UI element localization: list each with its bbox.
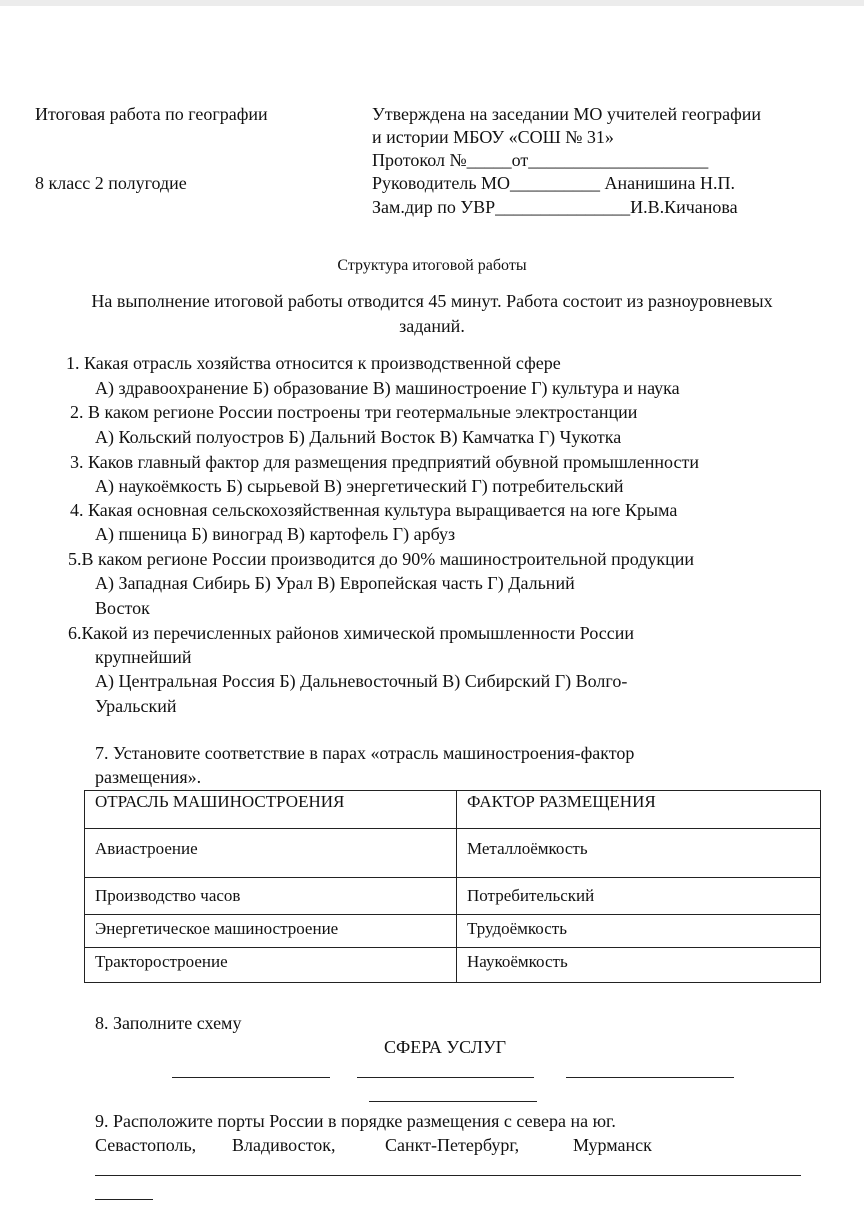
question-4-text: 4. Какая основная сельскохозяйственная культура выращивается на юге Крыма — [70, 500, 678, 520]
table-row — [85, 915, 821, 948]
question-7-text: 7. Установите соответствие в парах «отрасль машиностроения-фактор — [95, 743, 635, 763]
answer-line — [95, 1199, 153, 1200]
table-cell: Потребительский — [457, 878, 821, 915]
scheme-blank-line — [172, 1077, 330, 1078]
question-3-options: А) наукоёмкость Б) сырьевой В) энергетический Г) потребительский — [95, 476, 624, 496]
question-9-text: 9. Расположите порты России в порядке размещения с севера на юг. — [95, 1111, 616, 1131]
question-5-text: 5.В каком регионе России производится до 90% машиностроительной продукции — [68, 549, 695, 569]
question-2-options: А) Кольский полуостров Б) Дальний Восток В) Камчатка Г) Чукотка — [95, 427, 622, 447]
question-9-port: Владивосток, — [232, 1135, 336, 1155]
intro-line2: заданий. — [399, 316, 465, 336]
header-approval-line1: Утверждена на заседании МО учителей географии — [372, 104, 762, 124]
question-5-options: А) Западная Сибирь Б) Урал В) Европейская часть Г) Дальний — [95, 573, 575, 593]
header-approval-line2: и истории МБОУ «СОШ № 31» — [372, 127, 614, 147]
question-6-text: 6.Какой из перечисленных районов химической промышленности России — [68, 623, 635, 643]
question-6-text-cont: крупнейший — [95, 647, 192, 667]
question-1-options: А) здравоохранение Б) образование В) машиностроение Г) культура и наука — [95, 378, 680, 398]
scheme-blank-line — [357, 1077, 534, 1078]
question-2-text: 2. В каком регионе России построены три геотермальные электростанции — [70, 402, 638, 422]
answer-line — [95, 1175, 801, 1176]
table-cell: Металлоёмкость — [457, 829, 821, 878]
header-left-grade: 8 класс 2 полугодие — [35, 173, 187, 193]
table-cell: Трудоёмкость — [457, 915, 821, 948]
question-9-port: Санкт-Петербург, — [385, 1135, 520, 1155]
header-head-line: Руководитель МО__________ Ананишина Н.П. — [372, 173, 736, 193]
question-4-options: А) пшеница Б) виноград В) картофель Г) арбуз — [95, 524, 456, 544]
image-top-border — [0, 0, 864, 6]
table-cell: Авиастроение — [85, 829, 457, 878]
question-3-text: 3. Каков главный фактор для размещения предприятий обувной промышленности — [70, 452, 699, 472]
header-left-title: Итоговая работа по географии — [35, 104, 268, 124]
intro-line1: На выполнение итоговой работы отводится 45 минут. Работа состоит из разноуровневых — [91, 291, 773, 311]
scheme-blank-line — [369, 1101, 537, 1102]
question-6-options: А) Центральная Россия Б) Дальневосточный В) Сибирский Г) Волго- — [95, 671, 628, 691]
question-8-text: 8. Заполните схему — [95, 1013, 242, 1033]
table-header-factor: ФАКТОР РАЗМЕЩЕНИЯ — [457, 791, 821, 829]
matching-table — [84, 790, 821, 983]
scheme-title: СФЕРА УСЛУГ — [384, 1037, 507, 1057]
question-5-options-cont: Восток — [95, 598, 150, 618]
table-row — [85, 878, 821, 915]
table-header-row — [85, 791, 821, 829]
table-cell: Тракторостроение — [85, 948, 457, 983]
question-7-text-cont: размещения». — [95, 767, 202, 787]
question-6-options-cont: Уральский — [95, 696, 177, 716]
table-cell: Наукоёмкость — [457, 948, 821, 983]
structure-title: Структура итоговой работы — [337, 257, 527, 274]
table-row — [85, 948, 821, 983]
table-cell: Производство часов — [85, 878, 457, 915]
header-deputy-line: Зам.дир по УВР_______________И.В.Кичанова — [372, 197, 738, 217]
question-9-port: Севастополь, — [95, 1135, 197, 1155]
question-1-text: 1. Какая отрасль хозяйства относится к производственной сфере — [66, 353, 561, 373]
table-row — [85, 829, 821, 878]
header-protocol-line: Протокол №_____от____________________ — [372, 150, 709, 170]
table-cell: Энергетическое машиностроение — [85, 915, 457, 948]
scheme-blank-line — [566, 1077, 734, 1078]
question-9-port: Мурманск — [573, 1135, 652, 1155]
table-header-industry: ОТРАСЛЬ МАШИНОСТРОЕНИЯ — [85, 791, 457, 829]
